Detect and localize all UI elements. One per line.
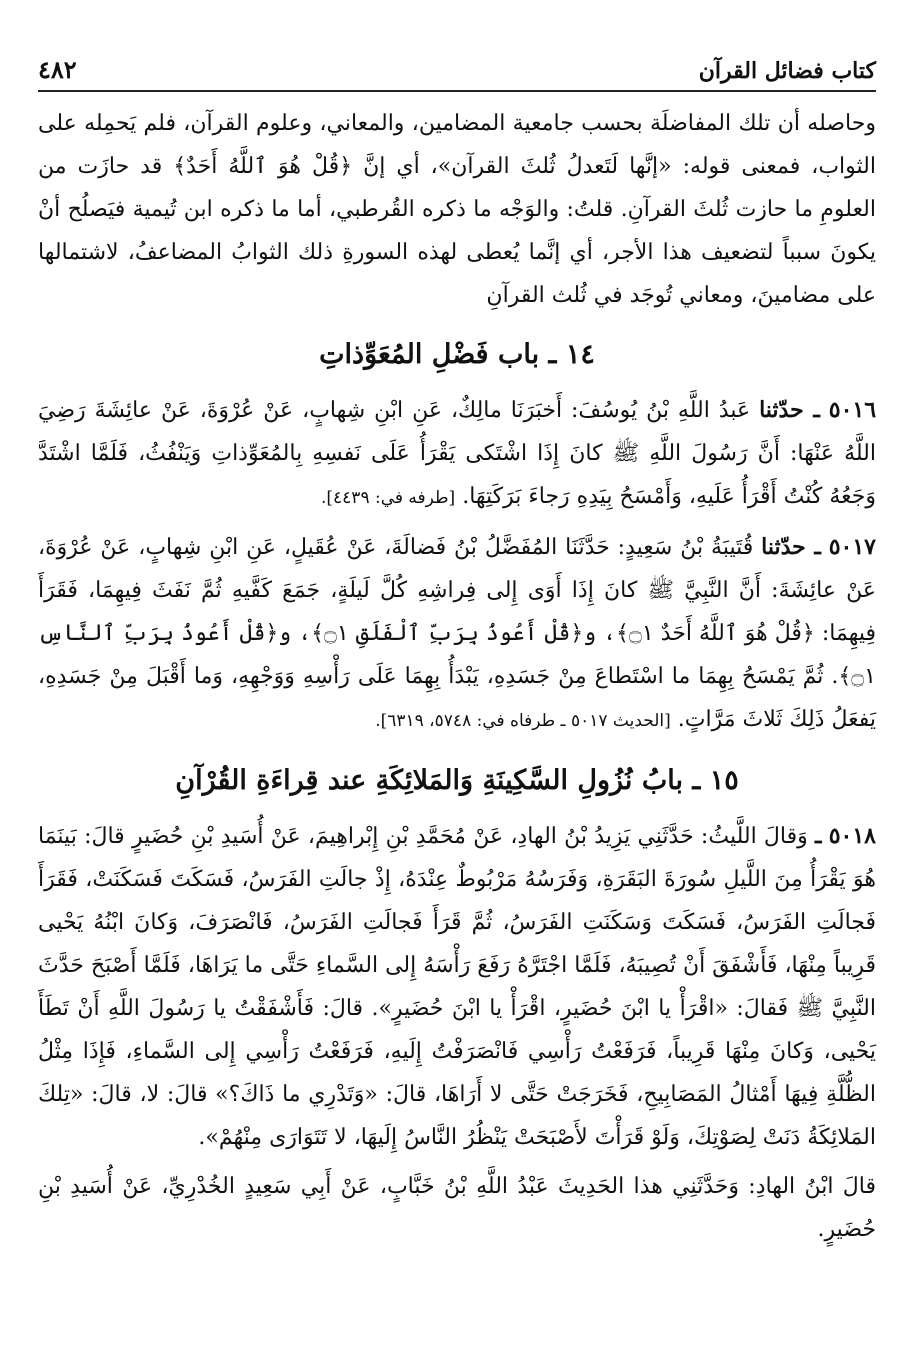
hadith-lead: ـ حدّثنا: [761, 534, 821, 560]
page-header: [38, 44, 876, 84]
hadith-lead: ـ: [815, 823, 822, 849]
chapter-heading-14: ١٤ ـ باب فَضْلِ المُعَوِّذاتِ: [319, 339, 595, 370]
hadith-number: ٥٠١٦: [828, 397, 877, 423]
hadith-text: قُتَيبَةُ بْنُ سَعِيدٍ: حَدَّثَنَا المُفَضَّلُ بْنُ فَضالَةَ، عَنْ عُقَيلٍ، عَنِ ابْنِ شِهابٍ، عَنْ عُرْوَةَ، عَنْ عائِشَةَ: أَنَّ النَّبِيَّ ﷺ كانَ إِذَا أَوَى إِلى فِراشِهِ كُلَّ لَيلَةٍ، جَمَعَ كَفَّيهِ ثُمَّ نَفَثَ فِيهِمَا، فَقَرَأَ فِيهِمَا: ﴿قُلْ هُوَ ٱللَّهُ أَحَدٌ ۝١﴾، و﴿قُلْ أَعُوذُ بِرَبِّ ٱلْفَلَقِ ۝١﴾، و﴿قُلْ أَعُوذُ بِرَبِّ ٱلنَّاسِ ۝١﴾. ثُمَّ يَمْسَحُ بِهِمَا ما اسْتَطاعَ مِنْ جَسَدِهِ، يَبْدَأُ بِهِمَا عَلَى رَأْسِهِ وَوَجْهِهِ، وَما أَقْبَلَ مِنْ جَسَدِهِ، يَفعَلُ ذَلِكَ ثَلاثَ مَرَّاتٍ.: [38, 535, 877, 732]
running-title: كتاب فضائل القرآن: [698, 58, 876, 84]
hadith-5017: [38, 526, 876, 743]
commentary-paragraph: وحاصله أن تلك المفاضلَة بحسب جامعية المضامين، والمعاني، وعلوم القرآن، فلم يَحمِله على الثواب، فمعنى قوله: «إنَّها لَتَعدلُ ثُلثَ القرآن»، أي إنَّ ﴿قُلْ هُوَ ٱللَّهُ أَحَدٌ﴾ قد حازَت من العلومِ ما حازت ثُلثَ القرآنِ. قلتُ: والوَجْه ما ذكره القُرطبي، أما ما ذكره ابن تُيمية فيَصلُح أنْ يكونَ سبباً لتضعيف هذا الأجر، أي إنَّما يُعطى لهذه السورةِ ذلك الثوابُ المضاعفُ، لاشتمالها على مضامينَ، ومعاني تُوجَد في ثُلث القرآنِ: [38, 111, 876, 308]
page-number: ٤٨٢: [38, 55, 77, 84]
hadith-5018: [38, 815, 876, 1159]
hadith-text: وَقالَ اللَّيثُ: حَدَّثَنِي يَزِيدُ بْنُ الهادِ، عَنْ مُحَمَّدِ بْنِ إِبْراهِيمَ، عَنْ أُسَيدِ بْنِ حُضَيرٍ قالَ: بَينَمَا هُوَ يَقْرَأُ مِنَ اللَّيلِ سُورَةَ البَقَرَةِ، وَفَرَسُهُ مَرْبُوطٌ عِنْدَهُ، إِذْ جالَتِ الفَرَسُ، فَسَكَتَ فَسَكَنَتْ، فَقَرَأَ فَجالَتِ الفَرَسُ، فَسَكَتَ وَسَكَنَتِ الفَرَسُ، ثُمَّ قَرَأَ فَجالَتِ الفَرَسُ، فَانْصَرَفَ، وَكانَ ابْنُهُ يَحْيى قَرِيباً مِنْهَا، فَأَشْفَقَ أَنْ تُصِيبَهُ، فَلَمَّا اجْتَرَّهُ رَفَعَ رَأْسَهُ إِلى السَّماءِ حَتَّى ما يَرَاهَا، فَلَمَّا أَصْبَحَ حَدَّثَ النَّبِيَّ ﷺ فَقالَ: «اقْرَأْ يا ابْنَ حُضَيرٍ، اقْرَأْ يا ابْنَ حُضَيرٍ». قالَ: فَأَشْفَقْتُ يا رَسُولَ اللَّهِ أَنْ تَطَأَ يَحْيى، وَكانَ مِنْهَا قَرِيباً، فَرَفَعْتُ رَأْسِي فَانْصَرَفْتُ إِلَيهِ، فَرَفَعْتُ رَأْسِي إِلى السَّماءِ، فَإِذَا مِثْلُ الظُّلَّةِ فِيهَا أَمْثالُ المَصَابِيحِ، فَخَرَجَتْ حَتَّى لا أَرَاهَا، قالَ: «وَتَدْرِي ما ذَاكَ؟» قالَ: لا، قالَ: «تِلكَ المَلائِكَةُ دَنَتْ لِصَوْتِكَ، وَلَوْ قَرَأْتَ لأَصْبَحَتْ يَنْظُرُ النَّاسُ إِلَيهَا، لا تَتَوَارَى مِنْهُمْ».: [38, 824, 876, 1150]
chapter-heading-15: ١٥ ـ بابُ نُزُولِ السَّكِينَةِ وَالمَلائِكَةِ عند قِراءَةِ القُرْآنِ: [175, 765, 739, 796]
header-rule: [38, 90, 876, 92]
hadith-lead: ـ حدّثنا: [759, 397, 820, 423]
hadith-5016: [38, 389, 876, 520]
page-body: [38, 102, 876, 1251]
hadith-5018-followup: قالَ ابْنُ الهادِ: وَحَدَّثَنِي هذا الحَدِيثَ عَبْدُ اللَّهِ بْنُ خَبَّابٍ، عَنْ أَبِي سَعِيدٍ الخُدْرِيِّ، عَنْ أُسَيدِ بْنِ حُضَيرٍ.: [38, 1174, 876, 1242]
hadith-number: ٥٠١٨: [828, 823, 876, 849]
cross-reference: [الحديث ٥٠١٧ ـ طرفاه في: ٥٧٤٨، ٦٣١٩].: [375, 711, 671, 731]
hadith-text: عَبدُ اللَّهِ بْنُ يُوسُفَ: أَخبَرَنَا مالِكٌ، عَنِ ابْنِ شِهابٍ، عَنْ عُرْوَةَ، عَنْ عائِشَةَ رَضِيَ اللَّهُ عَنْهَا: أَنَّ رَسُولَ اللَّهِ ﷺ كانَ إِذَا اشْتَكى يَقْرَأُ عَلَى نَفسِهِ بِالمُعَوِّذاتِ وَيَنْفُثُ، فَلَمَّا اشْتَدَّ وَجَعُهُ كُنْتُ أَقْرَأُ عَلَيهِ، وَأَمْسَحُ بِيَدِهِ رَجاءَ بَرَكَتِهَا.: [38, 398, 876, 509]
hadith-number: ٥٠١٧: [828, 534, 876, 560]
cross-reference: [طرفه في: ٤٤٣٩].: [321, 488, 456, 508]
